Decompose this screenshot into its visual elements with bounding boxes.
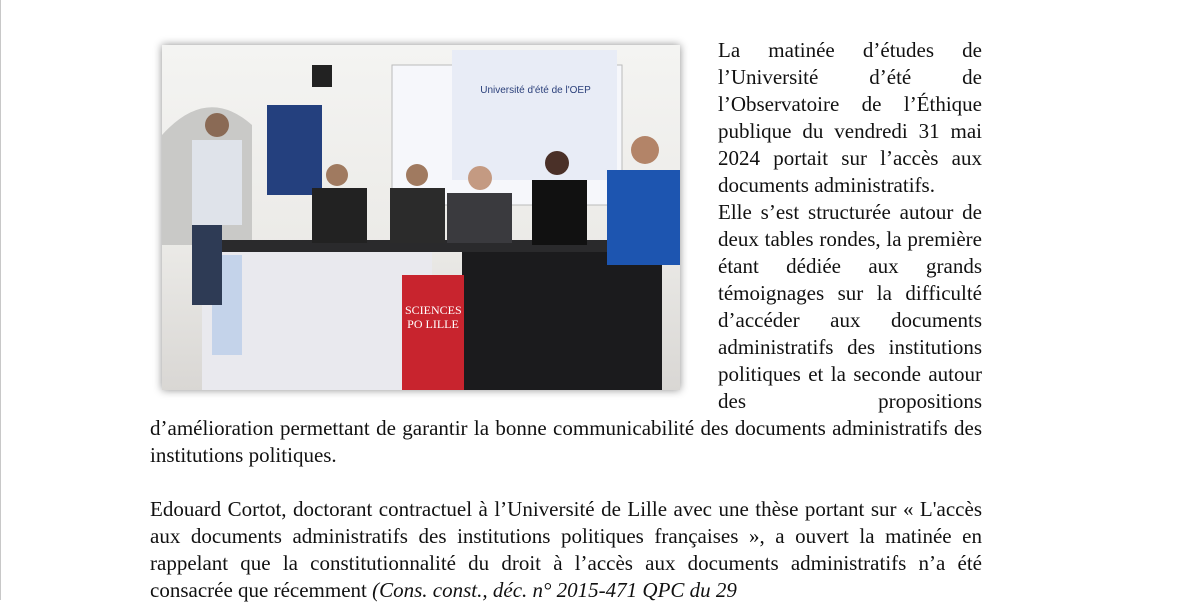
event-photo: [162, 45, 680, 390]
paragraph-structure: Elle s’est structurée autour de deux tables rondes, la première étant dédiée aux grands témoignages sur la difficulté d’accéder aux documents administratifs des institutions politiques et la seconde autour des propositions d’amélioration permettant de garantir la bonne communicabilité des documents administratifs des institutions politiques.: [150, 200, 982, 467]
sciences-po-banner: [402, 275, 464, 390]
document-body: [150, 37, 982, 604]
citation: (Cons. const., déc. n° 2015-471 QPC du 29: [372, 578, 737, 602]
paragraph-opening: [150, 496, 982, 604]
banner-logo-text: SCIENCES PO LILLE: [405, 303, 462, 331]
projection-screen-title: Université d'été de l'OEP: [480, 85, 591, 96]
paragraph-intro: La matinée d’études de l’Université d’été de l’Observatoire de l’Éthique publique du vendredi 31 mai 2024 portait sur l’accès aux documents administratifs.: [718, 38, 982, 197]
page-edge: [0, 0, 1, 600]
paragraph-opening-text: Edouard Cortot, doctorant contractuel à l’Université de Lille avec une thèse portant sur « L'accès aux documents administratifs des institutions politiques françaises », a ouvert la matinée en rappelant que la constitutionnalité du droit à l’accès aux documents administratifs n’a été consacrée que récemment: [150, 497, 982, 602]
